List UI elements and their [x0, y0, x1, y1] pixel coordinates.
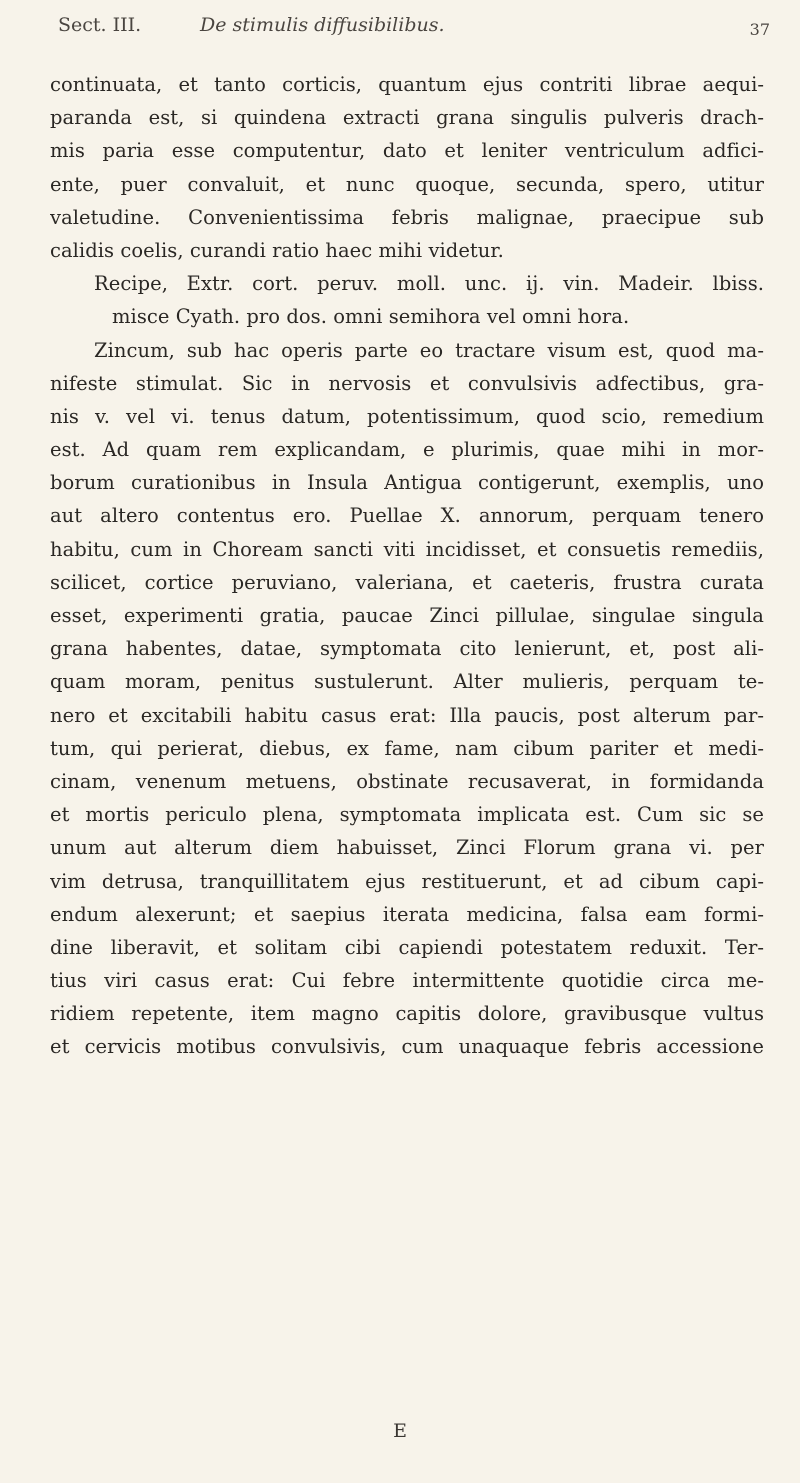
recipe-line: misce Cyath. pro dos. omni semihora vel omni hora. — [112, 305, 630, 329]
text-line: mis paria esse computentur, dato et leniter ventriculum adfici- — [50, 139, 764, 163]
text-line: tum, qui perierat, diebus, ex fame, nam cibum pariter et medi- — [50, 736, 764, 760]
text-line: et cervicis motibus convulsivis, cum unaquaque febris accessione — [50, 1035, 764, 1059]
text-line: ente, puer convaluit, et nunc quoque, secunda, spero, utitur — [50, 172, 764, 196]
text-line: ridiem repetente, item magno capitis dolore, gravibusque vultus — [50, 1002, 764, 1026]
running-title: De stimulis diffusibilibus. — [200, 14, 445, 36]
text-line: vim detrusa, tranquillitatem ejus restituerunt, et ad cibum capi- — [50, 869, 764, 893]
text-line: endum alexerunt; et saepius iterata medicina, falsa eam formi- — [50, 902, 764, 926]
page-number: 37 — [749, 20, 770, 39]
text-line: continuata, et tanto corticis, quantum ejus contriti librae aequi- — [50, 73, 764, 96]
text-line: Zincum, sub hac operis parte eo tractare visum est, quod ma- — [94, 338, 764, 362]
text-line: scilicet, cortice peruviano, valeriana, et caeteris, frustra curata — [50, 570, 764, 594]
recipe-line: Recipe, Extr. cort. peruv. moll. unc. ij. vin. Madeir. lbiss. — [94, 272, 764, 296]
text-line: dine liberavit, et solitam cibi capiendi potestatem reduxit. Ter- — [50, 935, 764, 959]
text-line: paranda est, si quindena extracti grana singulis pulveris drach- — [50, 106, 764, 130]
text-line: esset, experimenti gratia, paucae Zinci pillulae, singulae singula — [50, 604, 764, 627]
text-line: quam moram, penitus sustulerunt. Alter mulieris, perquam te- — [50, 670, 764, 694]
section-label: Sect. III. — [58, 14, 142, 36]
text-line: et mortis periculo plena, symptomata implicata est. Cum sic se — [50, 803, 764, 827]
text-line: valetudine. Convenientissima febris malignae, praecipue sub — [50, 205, 764, 229]
text-line: aut altero contentus ero. Puellae X. annorum, perquam tenero — [50, 504, 764, 528]
text-line: calidis coelis, curandi ratio haec mihi videtur. — [50, 238, 504, 262]
text-line: est. Ad quam rem explicandam, e plurimis, quae mihi in mor- — [50, 438, 764, 462]
body-text — [50, 68, 764, 1064]
text-line: nero et excitabili habitu casus erat: Illa paucis, post alterum par- — [50, 703, 764, 727]
text-line: grana habentes, datae, symptomata cito lenierunt, et, post ali- — [50, 637, 764, 661]
text-line: unum aut alterum diem habuisset, Zinci Florum grana vi. per — [50, 836, 764, 860]
text-line: borum curationibus in Insula Antigua contigerunt, exemplis, uno — [50, 471, 764, 495]
text-line: nifeste stimulat. Sic in nervosis et convulsivis adfectibus, gra- — [50, 371, 764, 395]
text-line: nis v. vel vi. tenus datum, potentissimum, quod scio, remedium — [50, 404, 764, 428]
running-header — [58, 8, 770, 42]
text-line: tius viri casus erat: Cui febre intermittente quotidie circa me- — [50, 969, 764, 993]
text-line: habitu, cum in Choream sancti viti incidisset, et consuetis remediis, — [50, 537, 764, 561]
text-line: cinam, venenum metuens, obstinate recusaverat, in formidanda — [50, 769, 764, 793]
signature-mark: E — [393, 1420, 407, 1442]
